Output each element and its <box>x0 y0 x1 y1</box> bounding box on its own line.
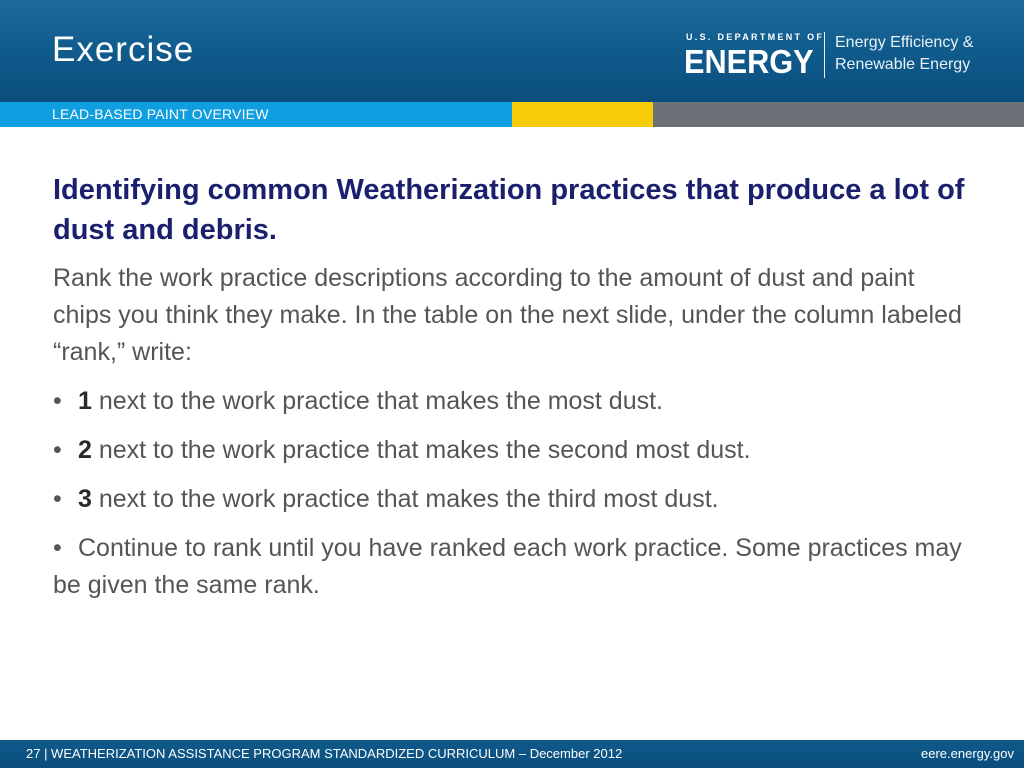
bullet-rank-number: 2 <box>78 436 92 464</box>
section-bar-gray <box>653 102 1024 127</box>
bullet-dot: • <box>53 534 62 562</box>
section-bar-yellow <box>512 102 653 127</box>
bullet-item <box>53 432 973 469</box>
slide-title: Exercise <box>52 30 195 69</box>
bullet-item <box>53 481 973 518</box>
bullet-dot: • <box>53 387 62 415</box>
section-label: LEAD-BASED PAINT OVERVIEW <box>52 106 269 122</box>
bullet-text: next to the work practice that makes the most dust. <box>98 387 664 415</box>
bullet-text: Continue to rank until you have ranked each work practice. Some practices may be given the same rank. <box>53 534 962 599</box>
logo-divider <box>824 32 825 78</box>
content-heading: Identifying common Weatherization practices that produce a lot of dust and debris. <box>53 174 965 246</box>
logo-energy-text: ENERGY <box>684 43 814 80</box>
bullet-rank-number: 1 <box>78 387 92 415</box>
footer-website: eere.energy.gov <box>921 746 1014 761</box>
bullet-text: next to the work practice that makes the second most dust. <box>98 436 751 464</box>
slide-content <box>53 170 973 604</box>
footer-page-info: 27 | WEATHERIZATION ASSISTANCE PROGRAM STANDARDIZED CURRICULUM – December 2012 <box>26 746 623 761</box>
logo-office-line1: Energy Efficiency & <box>835 34 974 51</box>
doe-eere-logo <box>684 30 1004 80</box>
bullet-item <box>53 530 973 604</box>
bullet-item <box>53 383 973 420</box>
intro-paragraph: Rank the work practice descriptions according to the amount of dust and paint chips you think they make. In the table on the next slide, under the column labeled “rank,” write: <box>53 264 962 366</box>
header-bar <box>0 0 1024 102</box>
bullet-dot: • <box>53 436 62 464</box>
bullet-text: next to the work practice that makes the third most dust. <box>98 485 719 513</box>
footer-bar <box>0 740 1024 768</box>
bullet-rank-number: 3 <box>78 485 92 513</box>
bullet-dot: • <box>53 485 62 513</box>
logo-office-line2: Renewable Energy <box>835 56 971 73</box>
logo-department-text: U.S. DEPARTMENT OF <box>686 32 825 42</box>
logo-office-text <box>835 32 973 76</box>
